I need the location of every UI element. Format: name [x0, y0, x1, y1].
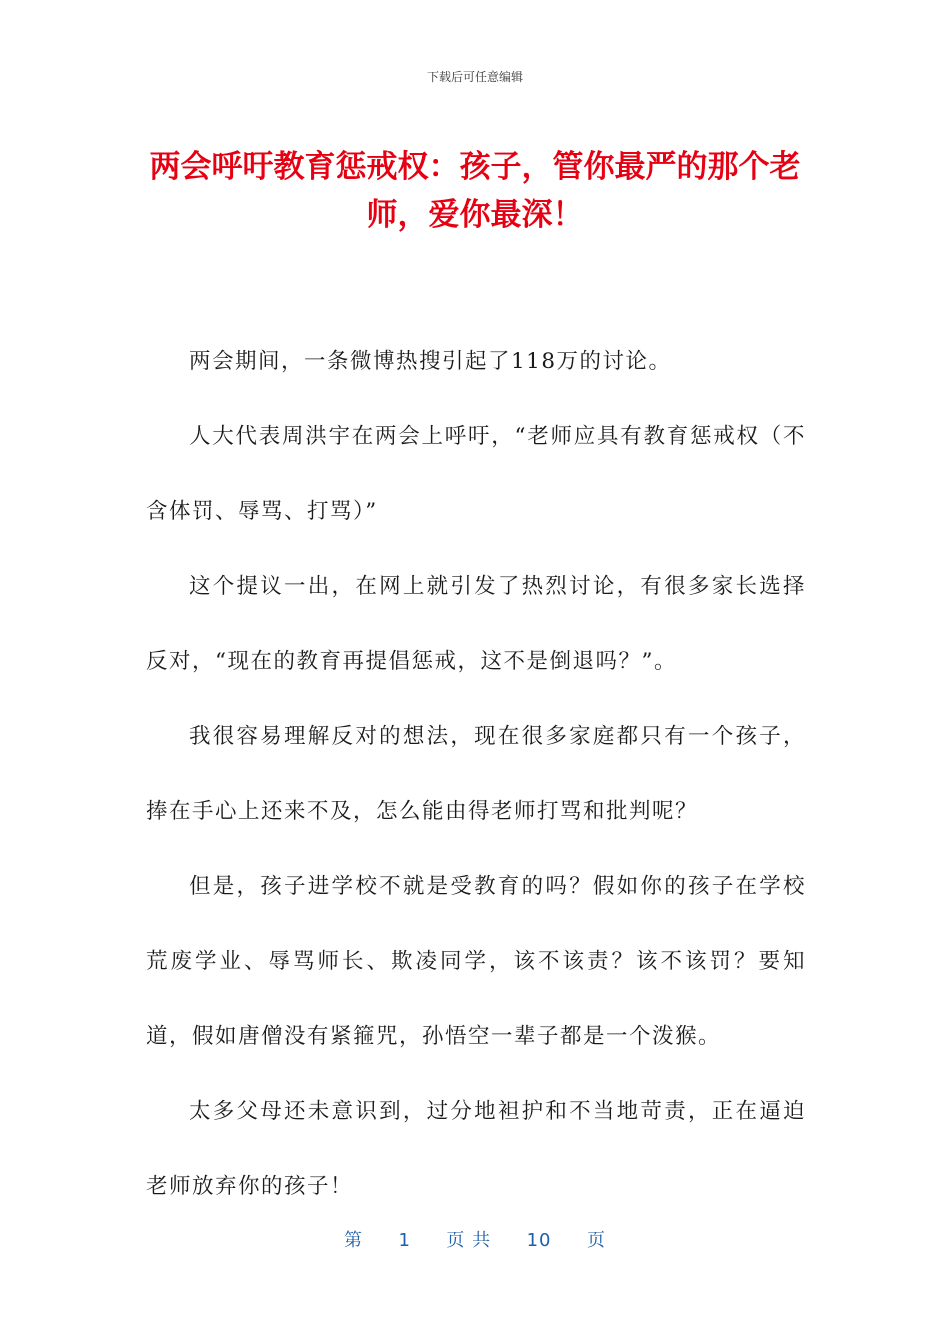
page-footer [0, 1226, 950, 1252]
paragraph: 两会期间，一条微博热搜引起了118万的讨论。 [189, 349, 672, 374]
footer-prefix: 第 [344, 1230, 364, 1251]
current-page-number: 1 [398, 1230, 411, 1251]
paragraph: 我很容易理解反对的想法，现在很多家庭都只有一个孩子，捧在手心上还来不及，怎么能由得老师打骂和批判呢？ [146, 724, 806, 824]
footer-middle: 页 共 [446, 1230, 492, 1251]
paragraph: 但是，孩子进学校不就是受教育的吗？假如你的孩子在学校荒废学业、辱骂师长、欺凌同学，该不该责？该不该罚？要知道，假如唐僧没有紧箍咒，孙悟空一辈子都是一个泼猴。 [146, 874, 806, 1049]
paragraph: 这个提议一出，在网上就引发了热烈讨论，有很多家长选择反对，“现在的教育再提倡惩戒，这不是倒退吗？”。 [146, 574, 806, 674]
paragraph: 人大代表周洪宇在两会上呼吁，“老师应具有教育惩戒权（不含体罚、辱骂、打骂）” [146, 424, 806, 524]
header-note: 下载后可任意编辑 [426, 70, 523, 84]
footer-suffix: 页 [586, 1230, 606, 1251]
total-pages-number: 10 [526, 1230, 552, 1251]
paragraph: 太多父母还未意识到，过分地袒护和不当地苛责，正在逼迫老师放弃你的孩子！ [146, 1099, 806, 1199]
document-body [146, 324, 806, 1224]
document-title: 两会呼吁教育惩戒权：孩子，管你最严的那个老师，爱你最深！ [149, 149, 801, 233]
